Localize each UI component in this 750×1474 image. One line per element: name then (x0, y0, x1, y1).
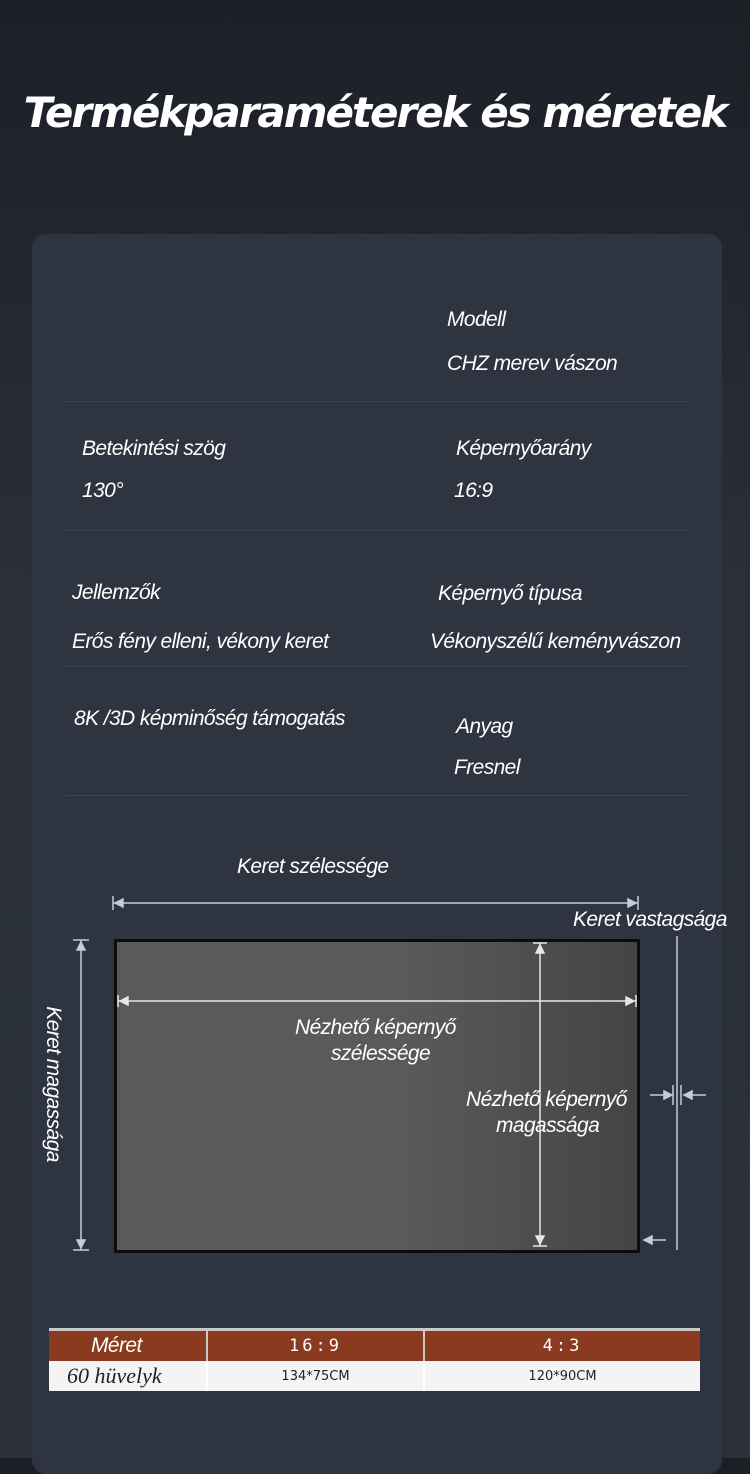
size-table (49, 1328, 700, 1391)
table-cell: 120*90CM (424, 1361, 700, 1391)
table-header-row (49, 1330, 700, 1362)
frame-height-label: Keret magassága (42, 1006, 65, 1162)
page-title: Termékparaméterek és méretek (23, 88, 727, 137)
table-cell: 134*75CM (207, 1361, 424, 1391)
screen-type-label: Képernyő típusa (438, 582, 582, 605)
model-value: CHZ merev vászon (447, 352, 618, 375)
table-cell: 60 hüvelyk (49, 1361, 207, 1391)
frame-thickness-label: Keret vastagsága (573, 908, 727, 931)
viewable-height-label-line1: Nézhető képernyő (466, 1088, 627, 1111)
material-value: Fresnel (454, 756, 520, 779)
table-row (49, 1361, 700, 1391)
features-label: Jellemzők (72, 581, 160, 604)
viewable-height-label-line2: magassága (496, 1114, 600, 1137)
aspect-value: 16:9 (454, 479, 493, 502)
aspect-label: Képernyőarány (456, 437, 591, 460)
features-value: Erős fény elleni, vékony keret (72, 630, 329, 653)
viewable-width-label-line1: Nézhető képernyő (295, 1016, 456, 1039)
screen-type-value: Vékonyszélű keményvászon (430, 630, 681, 653)
table-header-cell: 4:3 (424, 1330, 700, 1362)
material-label: Anyag (456, 715, 513, 738)
frame-width-label: Keret szélessége (237, 855, 389, 878)
viewing-angle-value: 130° (82, 479, 124, 502)
viewing-angle-label: Betekintési szög (82, 437, 226, 460)
viewable-width-label-line2: szélessége (331, 1042, 431, 1065)
table-header-cell: Méret (49, 1330, 207, 1362)
support-text: 8K /3D képminőség támogatás (74, 707, 345, 730)
table-header-cell: 16:9 (207, 1330, 424, 1362)
model-label: Modell (447, 308, 506, 331)
